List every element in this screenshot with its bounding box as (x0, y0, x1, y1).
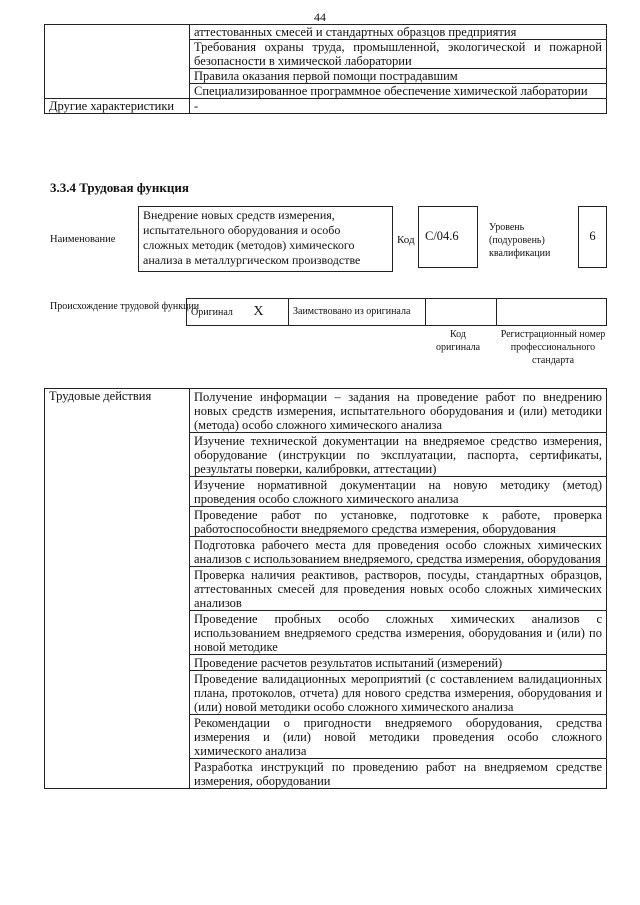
origin-table (186, 298, 607, 326)
page-number: 44 (314, 10, 326, 24)
table-cell: Правила оказания первой помощи пострадавшим (190, 69, 607, 84)
action-item: Получение информации – задания на проведение работ по внедрению новых средств измерения, испытательного оборудования и (или) методики (метода) особо сложного химического анализа (190, 389, 607, 433)
table-cell: Специализированное программное обеспечение химической лаборатории (190, 84, 607, 99)
naming-label: Наименование (50, 234, 116, 245)
action-item: Проведение работ по установке, подготовке к работе, проверка работоспособности внедряемого средства измерения, оборудования (190, 507, 607, 537)
origin-reg-cell (497, 299, 607, 326)
table-cell-empty (45, 25, 190, 99)
action-item: Проведение расчетов результатов испытаний (измерений) (190, 655, 607, 671)
row-header: Другие характеристики (45, 99, 190, 114)
origin-label: Происхождение трудовой функции (50, 301, 200, 312)
table-cell: Требования охраны труда, промышленной, экологической и пожарной безопасности в химической лаборатории (190, 40, 607, 69)
action-item: Изучение технической документации на внедряемое средство измерения, оборудование (инструкции по эксплуатации, паспорта, сертификаты, результаты поверки, калибровки, аттестации) (190, 433, 607, 477)
labor-actions-table (44, 388, 607, 789)
competency-continuation-table (44, 24, 607, 114)
table-row (45, 389, 607, 433)
original-label: Оригинал (191, 307, 233, 318)
original-mark: X (253, 304, 264, 319)
origin-code-caption: Код оригинала (435, 329, 481, 353)
table-cell: аттестованных смесей и стандартных образцов предприятия (190, 25, 607, 40)
origin-reg-caption: Регистрационный номер профессионального стандарта (500, 329, 606, 366)
action-item: Подготовка рабочего места для проведения особо сложных химических анализов с использованием внедряемого, средства измерения, оборудования (190, 537, 607, 567)
table-row (187, 299, 607, 326)
original-cell (187, 299, 289, 326)
code-value-box: C/04.6 (418, 206, 478, 268)
actions-header: Трудовые действия (45, 389, 190, 789)
borrowed-cell: Заимствовано из оригинала (289, 299, 426, 326)
level-label: Уровень (подуровень) квалификации (489, 222, 551, 259)
level-value-box: 6 (578, 206, 607, 268)
action-item: Рекомендации о пригодности внедряемого оборудования, средства измерения и (или) новой методики проведения особо сложного химического анализа (190, 715, 607, 759)
table-row (45, 25, 607, 40)
code-label: Код (397, 234, 415, 246)
action-item: Проведение пробных особо сложных химических анализов с использованием внедряемого средства измерения, оборудования и (или) по новой методике (190, 611, 607, 655)
table-row (45, 99, 607, 114)
action-item: Проведение валидационных мероприятий (с составлением валидационных плана, протоколов, отчета) для нового средства измерения, оборудования и (или) новой методики особо сложного химического анализа (190, 671, 607, 715)
action-item: Изучение нормативной документации на новую методику (метод) проведения особо сложного химического анализа (190, 477, 607, 507)
action-item: Разработка инструкций по проведению работ на внедряемом средстве измерения, оборудовании (190, 759, 607, 789)
action-item: Проверка наличия реактивов, растворов, посуды, стандартных образцов, аттестованных смесей для проведения новых особо сложных химических анализов (190, 567, 607, 611)
origin-code-cell (426, 299, 497, 326)
table-cell: - (190, 99, 607, 114)
section-heading: 3.3.4 Трудовая функция (50, 180, 189, 195)
function-name-box: Внедрение новых средств измерения, испытательного оборудования и особо сложных методик (методов) химического анализа в металлургическом производстве (138, 206, 393, 272)
